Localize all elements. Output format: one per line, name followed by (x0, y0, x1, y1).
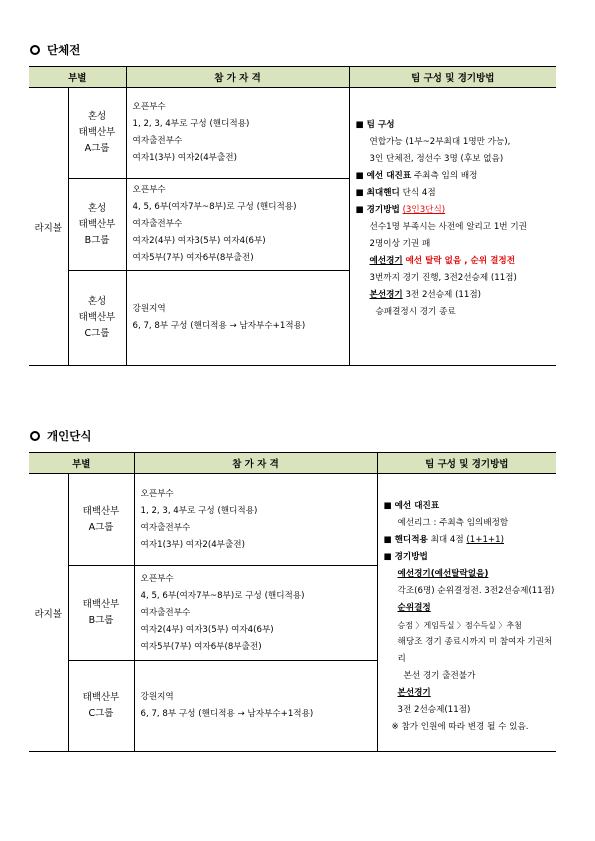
team-table (29, 66, 556, 366)
header-method: 팀 구성 및 경기방법 (377, 453, 556, 474)
header-division: 부별 (29, 67, 126, 88)
group-cell-a: 태백산부 A그룹 (68, 474, 134, 566)
single-title: 개인단식 (47, 429, 92, 443)
header-division: 부별 (29, 453, 134, 474)
qualification-cell-a: 오픈부수 1, 2, 3, 4부로 구성 (핸디적용) 여자출전부수 여자1(3부) 여자2(4부출전) (134, 474, 377, 566)
circle-bullet-icon (30, 431, 40, 441)
qualification-cell-c: 강원지역 6, 7, 8부 구성 (핸디적용 → 남자부수+1적용) (126, 271, 349, 366)
single-table (29, 452, 556, 752)
header-qualification: 참 가 자 격 (134, 453, 377, 474)
circle-bullet-icon (30, 45, 40, 55)
header-method: 팀 구성 및 경기방법 (349, 67, 556, 88)
group-cell-b: 혼성 태백산부 B그룹 (68, 179, 126, 271)
group-cell-a: 혼성 태백산부 A그룹 (68, 88, 126, 179)
group-cell-c: 태백산부 C그룹 (68, 661, 134, 752)
qualification-cell-c: 강원지역 6, 7, 8부 구성 (핸디적용 → 남자부수+1적용) (134, 661, 377, 752)
team-section-title (30, 42, 80, 58)
group-cell-b: 태백산부 B그룹 (68, 566, 134, 661)
header-qualification: 참 가 자 격 (126, 67, 349, 88)
qualification-cell-b: 오픈부수 4, 5, 6부(여자7부~8부)로 구성 (핸디적용) 여자출전부수 여자2(4부) 여자3(5부) 여자4(6부) 여자5부(7부) 여자6부(8부출전) (126, 179, 349, 271)
single-section-title (30, 428, 91, 444)
team-method-cell: ■ 팀 구성 연합가능 (1부~2부최대 1명만 가능), 3인 단체전, 정선수 3명 (후보 없음) ■ 예선 대진표 주최측 임의 배정 ■ 최대핸디 단식 4점 ■ 경기방법 (3인3단식) 선수1명 부족시는 사전에 알리고 1번 기권 2명이상 기권 패 예선경기 예선 탈락 없음 , 순위 결정전 3번까지 경기 진행, 3전2선승제 (11점) 본선경기 3전 2선승제 (11점) 승패결정시 경기 종료 (349, 88, 556, 366)
qualification-cell-a: 오픈부수 1, 2, 3, 4부로 구성 (핸디적용) 여자출전부수 여자1(3부) 여자2(4부출전) (126, 88, 349, 179)
category-cell: 라지볼 (29, 474, 68, 752)
single-method-cell: ■ 예선 대진표 예선리그 : 주최측 임의배정함 ■ 핸디적용 최대 4점 (1+1+1) ■ 경기방법 예선경기(예선탈락없음) 각조(6명) 순위결정전. 3전2선승제(11점) 순위결정 승점 〉게임득실 〉점수득실 〉추첨 해당조 경기 종료시까지 미 참여자 기권처리 본선 경기 출전불가 본선경기 3전 2선승제(11점) ※ 참가 인원에 따라 변경 될 수 있음. (377, 474, 556, 752)
group-cell-c: 혼성 태백산부 C그룹 (68, 271, 126, 366)
category-cell: 라지볼 (29, 88, 68, 366)
team-title: 단체전 (47, 43, 81, 57)
qualification-cell-b: 오픈부수 4, 5, 6부(여자7부~8부)로 구성 (핸디적용) 여자출전부수 여자2(4부) 여자3(5부) 여자4(6부) 여자5부(7부) 여자6부(8부출전) (134, 566, 377, 661)
